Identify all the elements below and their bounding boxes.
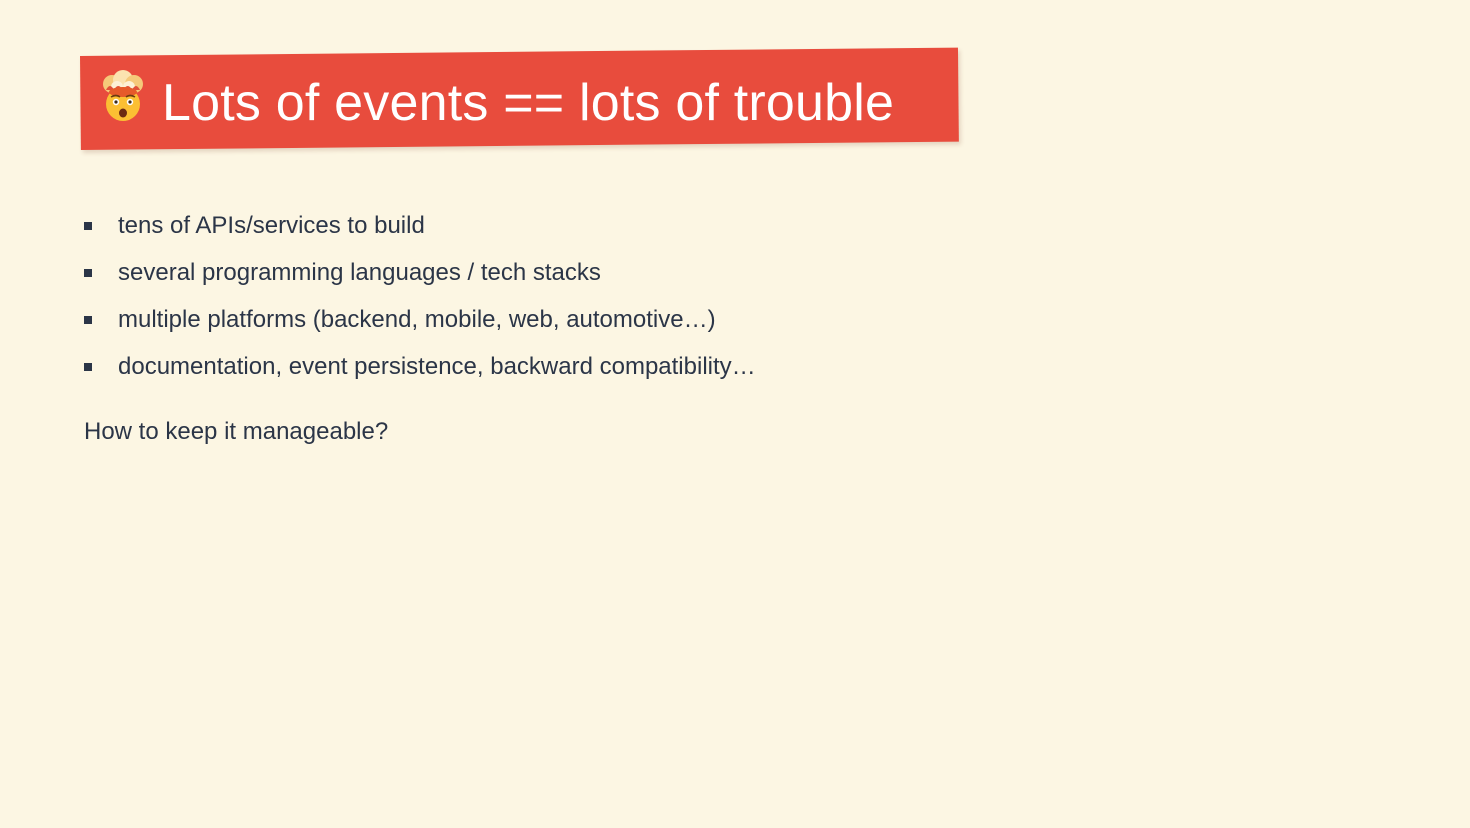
slide-title: Lots of events == lots of trouble: [162, 74, 895, 132]
bullet-square-icon: [84, 222, 92, 230]
bullet-text: tens of APIs/services to build: [118, 211, 425, 239]
bullet-list: [84, 202, 756, 390]
bullet-text: documentation, event persistence, backward compatibility…: [118, 352, 756, 380]
bullet-text: several programming languages / tech stacks: [118, 258, 601, 286]
bullet-text: multiple platforms (backend, mobile, web, automotive…): [118, 305, 716, 333]
bullet-square-icon: [84, 316, 92, 324]
list-item: [84, 202, 756, 249]
list-item: [84, 249, 756, 296]
list-item: [84, 296, 756, 343]
title-row: [96, 62, 894, 144]
bullet-square-icon: [84, 269, 92, 277]
list-item: [84, 343, 756, 390]
closing-question: How to keep it manageable?: [84, 418, 389, 445]
exploding-head-icon: [96, 70, 150, 124]
bullet-square-icon: [84, 363, 92, 371]
